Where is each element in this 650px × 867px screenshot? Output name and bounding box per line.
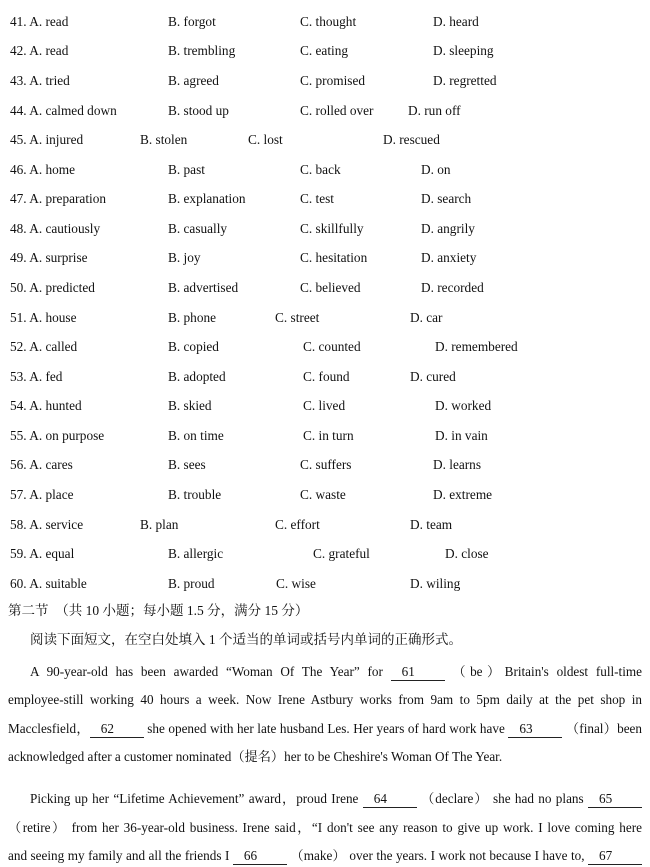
option-a: 50. A. predicted (10, 279, 95, 295)
option-c: C. grateful (313, 546, 370, 562)
blank-67: 67 (588, 848, 642, 865)
option-b: B. casually (168, 220, 228, 236)
question-row (10, 421, 642, 451)
option-c: C. lost (248, 132, 283, 148)
option-a: 49. A. surprise (10, 250, 88, 266)
option-c: C. back (300, 161, 341, 177)
option-d: D. remembered (435, 339, 518, 355)
question-row (10, 362, 642, 392)
option-d: D. search (421, 191, 472, 207)
option-a: 56. A. cares (10, 457, 73, 473)
option-d: D. close (445, 546, 489, 562)
passage-paragraph (8, 658, 642, 772)
option-a: 47. A. preparation (10, 191, 107, 207)
option-b: B. allergic (168, 546, 224, 562)
option-c: C. street (275, 309, 320, 325)
option-d: D. heard (433, 13, 479, 29)
option-b: B. plan (140, 516, 179, 532)
option-a: 59. A. equal (10, 546, 75, 562)
option-c: C. in turn (303, 427, 354, 443)
question-row (10, 510, 642, 540)
option-d: D. regretted (433, 72, 497, 88)
option-c: C. counted (303, 339, 361, 355)
question-row (10, 7, 642, 37)
option-d: D. rescued (383, 132, 440, 148)
option-a: 53. A. fed (10, 368, 63, 384)
question-row (10, 37, 642, 67)
option-a: 45. A. injured (10, 132, 84, 148)
option-b: B. copied (168, 339, 219, 355)
option-d: D. team (410, 516, 453, 532)
option-c: C. promised (300, 72, 366, 88)
question-row (10, 184, 642, 214)
blank-65: 65 (588, 791, 642, 808)
question-row (10, 569, 642, 599)
section-heading: 第二节 （共 10 小题；每小题 1.5 分，满分 15 分） (8, 602, 309, 618)
question-row (10, 392, 642, 422)
option-d: D. learns (433, 457, 481, 473)
option-d: D. angrily (421, 220, 475, 236)
option-c: C. test (300, 191, 334, 207)
question-row (10, 155, 642, 185)
option-a: 60. A. suitable (10, 575, 87, 591)
option-b: B. past (168, 161, 205, 177)
option-a: 42. A. read (10, 43, 69, 59)
blank-66: 66 (233, 848, 287, 865)
passage-line: employee-still working 40 hours a week. Now Irene Astbury works from 9am to 5pm daily at the pet shop in (8, 692, 642, 708)
option-c: C. waste (300, 487, 346, 503)
option-b: B. trouble (168, 487, 222, 503)
question-row (10, 244, 642, 274)
passage-paragraph (8, 785, 642, 867)
passage-line: Picking up her “Lifetime Achievement” award，proud Irene 64 （declare） she had no plans 65 (8, 785, 642, 814)
option-c: C. lived (303, 398, 346, 414)
option-d: D. sleeping (433, 43, 494, 59)
option-a: 41. A. read (10, 13, 69, 29)
option-d: D. on (421, 161, 451, 177)
cloze-passage (8, 658, 642, 867)
passage-line: Macclesfield， 62 she opened with her late husband Les. Her years of hard work have 63 （final）been (8, 720, 642, 736)
option-b: B. joy (168, 250, 201, 266)
option-a: 51. A. house (10, 309, 77, 325)
question-row (10, 66, 642, 96)
option-b: B. stolen (140, 132, 188, 148)
section-instruction: 阅读下面短文，在空白处填入 1 个适当的单词或括号内单词的正确形式。 (30, 631, 462, 647)
option-c: C. effort (275, 516, 320, 532)
blank-63: 63 (508, 721, 562, 738)
option-c: C. hesitation (300, 250, 368, 266)
option-b: B. sees (168, 457, 206, 473)
option-d: D. wiling (410, 575, 461, 591)
question-row (10, 332, 642, 362)
blank-61: 61 (391, 664, 445, 681)
option-c: C. wise (276, 575, 316, 591)
option-d: D. recorded (421, 279, 484, 295)
passage-line: A 90-year-old has been awarded “Woman Of The Year” for 61 （be）Britain's oldest full-time (30, 663, 642, 679)
question-row (10, 480, 642, 510)
blank-64: 64 (363, 791, 417, 808)
passage-line: （retire） from her 36-year-old business. Irene said，“I don't see any reason to give up work. I love coming here (8, 819, 642, 835)
option-a: 57. A. place (10, 487, 74, 503)
option-a: 54. A. hunted (10, 398, 82, 414)
option-b: B. explanation (168, 191, 246, 207)
option-c: C. found (303, 368, 350, 384)
option-d: D. car (410, 309, 443, 325)
option-d: D. cured (410, 368, 456, 384)
question-row (10, 96, 642, 126)
question-row (10, 125, 642, 155)
option-a: 48. A. cautiously (10, 220, 101, 236)
option-c: C. eating (300, 43, 349, 59)
option-c: C. rolled over (300, 102, 374, 118)
option-a: 58. A. service (10, 516, 84, 532)
option-b: B. forgot (168, 13, 216, 29)
option-b: B. on time (168, 427, 224, 443)
option-d: D. extreme (433, 487, 493, 503)
question-row (10, 539, 642, 569)
option-d: D. in vain (435, 427, 488, 443)
option-a: 43. A. tried (10, 72, 70, 88)
option-b: B. trembling (168, 43, 236, 59)
option-a: 44. A. calmed down (10, 102, 117, 118)
option-a: 46. A. home (10, 161, 76, 177)
option-b: B. skied (168, 398, 212, 414)
passage-line: acknowledged after a customer nominated（提名）her to be Cheshire's Woman Of The Year. (8, 749, 503, 765)
option-d: D. worked (435, 398, 492, 414)
passage-line: and seeing my family and all the friends I 66 （make） over the years. I work not because I have to, 67 (8, 842, 642, 867)
question-row (10, 451, 642, 481)
option-a: 55. A. on purpose (10, 427, 105, 443)
option-c: C. thought (300, 13, 357, 29)
option-b: B. stood up (168, 102, 229, 118)
option-c: C. skillfully (300, 220, 364, 236)
option-c: C. suffers (300, 457, 352, 473)
question-row (10, 303, 642, 333)
blank-62: 62 (90, 721, 144, 738)
option-b: B. phone (168, 309, 217, 325)
question-row (10, 273, 642, 303)
option-c: C. believed (300, 279, 361, 295)
option-a: 52. A. called (10, 339, 78, 355)
option-d: D. anxiety (421, 250, 477, 266)
option-b: B. agreed (168, 72, 219, 88)
option-b: B. adopted (168, 368, 226, 384)
question-row (10, 214, 642, 244)
option-d: D. run off (408, 102, 461, 118)
option-b: B. advertised (168, 279, 239, 295)
option-b: B. proud (168, 575, 215, 591)
